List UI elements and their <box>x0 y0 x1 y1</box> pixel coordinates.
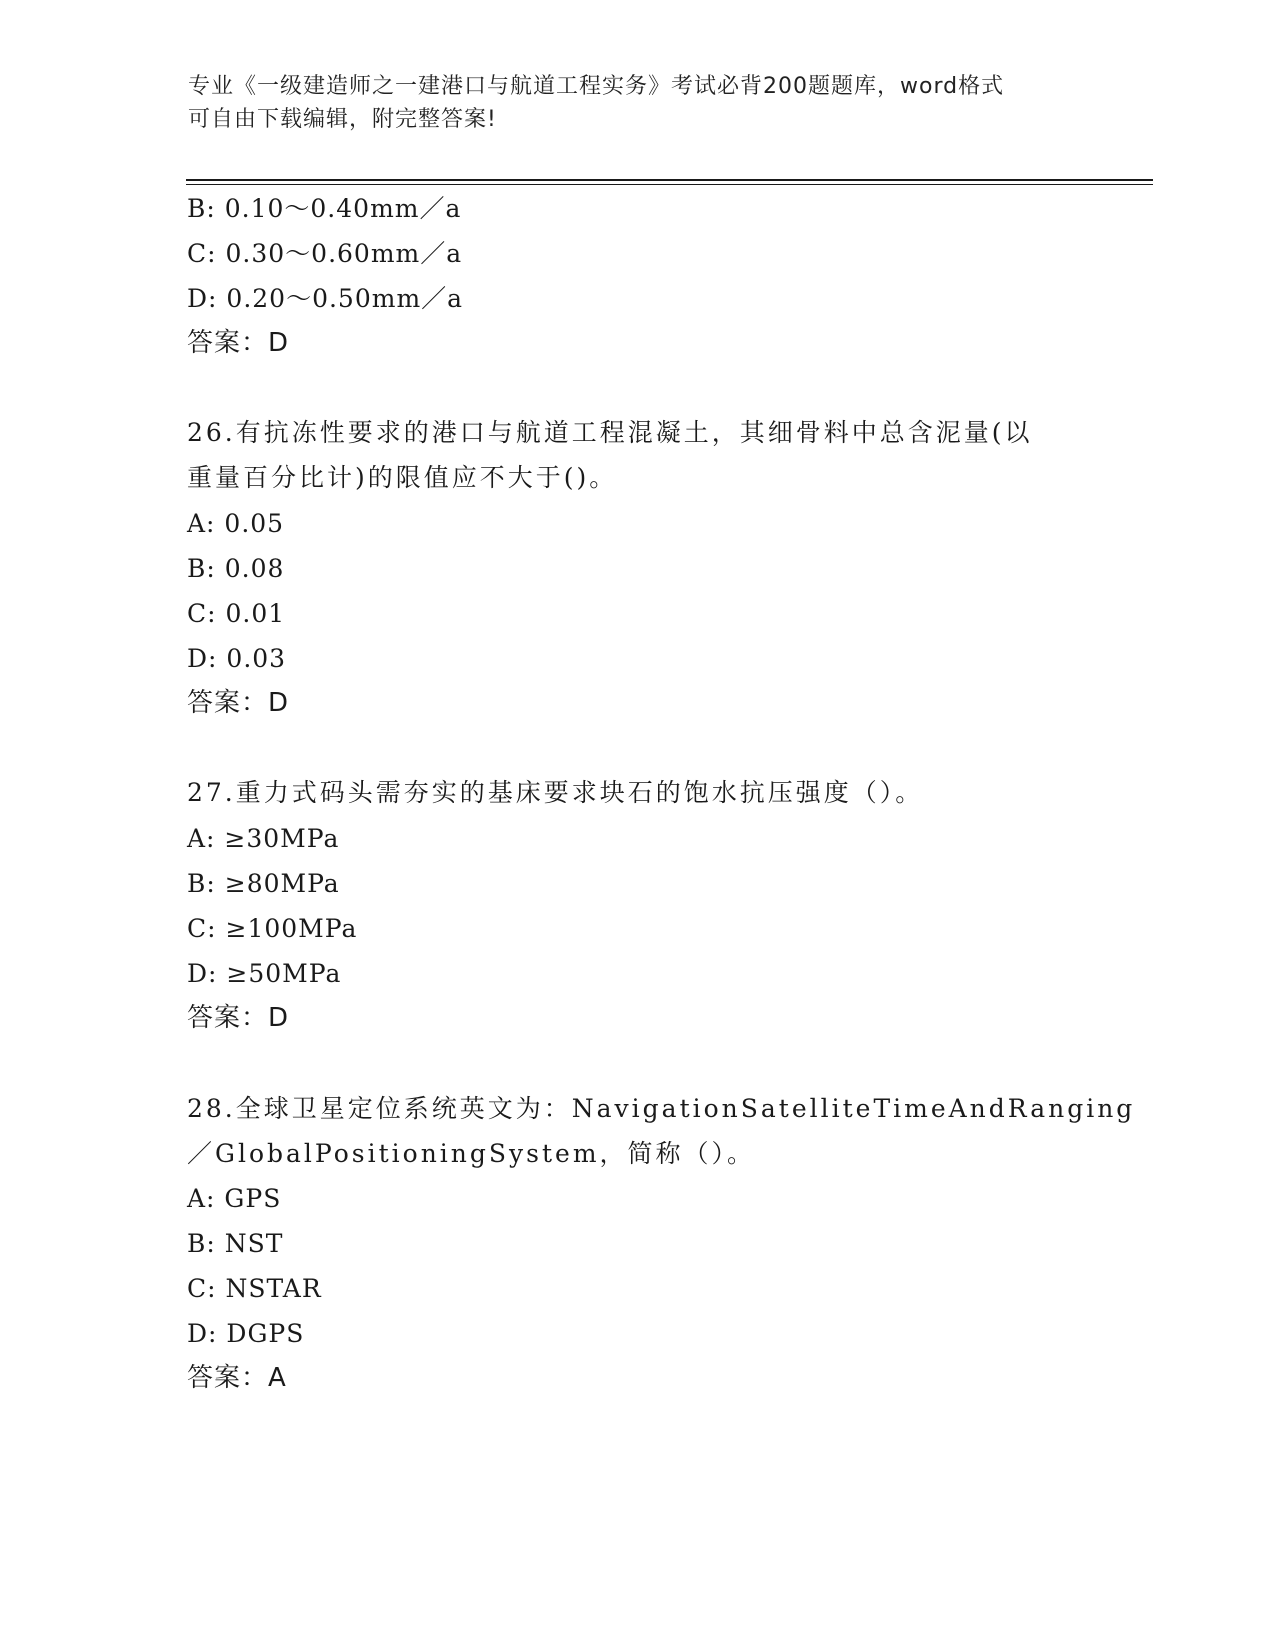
answer-text: 答案：D <box>187 688 290 718</box>
option-a: A: ≥30MPa <box>187 824 340 853</box>
answer-text: 答案：D <box>187 328 290 358</box>
option-a: A: GPS <box>187 1184 282 1213</box>
header-divider-thin <box>186 184 1153 185</box>
question-text-line-1: 26.有抗冻性要求的港口与航道工程混凝土，其细骨料中总含泥量(以 <box>187 418 1033 447</box>
option-c: C: 0.30～0.60mm／a <box>187 239 463 268</box>
answer-text: 答案：D <box>187 1003 290 1033</box>
option-d: D: DGPS <box>187 1319 305 1348</box>
option-c: C: 0.01 <box>187 599 286 628</box>
question-text-line-2: 重量百分比计)的限值应不大于()。 <box>187 463 618 492</box>
option-b: B: ≥80MPa <box>187 869 340 898</box>
option-a: A: 0.05 <box>187 509 285 538</box>
question-text-line-1: 27.重力式码头需夯实的基床要求块石的饱水抗压强度（）。 <box>187 778 924 807</box>
header-title <box>188 70 1088 136</box>
option-d: D: 0.20～0.50mm／a <box>187 284 464 313</box>
option-b: B: NST <box>187 1229 284 1258</box>
option-d: D: 0.03 <box>187 644 287 673</box>
option-b: B: 0.08 <box>187 554 285 583</box>
option-c: C: ≥100MPa <box>187 914 358 943</box>
header-line-1: 专业《一级建造师之一建港口与航道工程实务》考试必背200题题库，word格式 <box>188 74 1005 99</box>
option-d: D: ≥50MPa <box>187 959 342 988</box>
header-divider-thick <box>186 179 1153 181</box>
option-c: C: NSTAR <box>187 1274 322 1303</box>
option-b: B: 0.10～0.40mm／a <box>187 194 462 223</box>
question-text-line-2: ／GlobalPositioningSystem，简称（）。 <box>187 1139 756 1168</box>
question-text-line-1: 28.全球卫星定位系统英文为：NavigationSatelliteTimeAndRanging <box>187 1094 1136 1123</box>
header-line-2: 可自由下载编辑，附完整答案! <box>188 107 497 132</box>
answer-text: 答案：A <box>187 1363 287 1393</box>
